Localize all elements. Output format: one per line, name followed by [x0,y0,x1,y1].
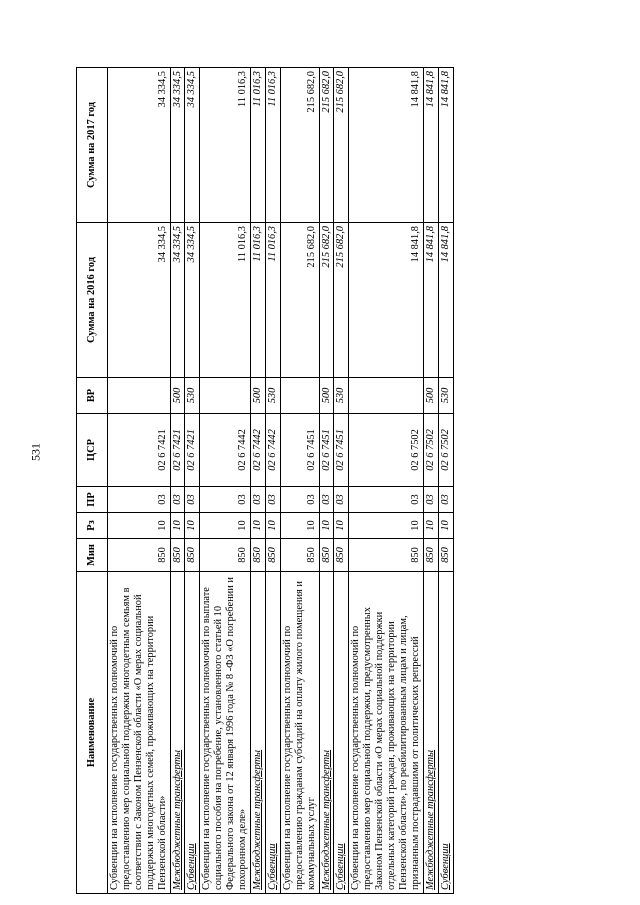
row-rz: 10 [200,513,251,539]
row-csr: 02 6 7442 [250,414,265,487]
row-min: 850 [108,539,171,572]
page-number: 531 [28,443,43,461]
row-csr: 02 6 7421 [185,414,200,487]
row-rz: 10 [185,513,200,539]
table-body [108,68,454,894]
row-name: Субвенции на исполнение государственных полномочий по выплате социального пособия на погребение, установленного статьей 10 Федерального закона от 12 января 1996 года № 8 -ФЗ «О погребении и похоронном деле» [200,572,251,894]
header-min: Мин [77,539,108,572]
row-vr [108,378,171,414]
row-csr: 02 6 7421 [170,414,185,487]
table-row [423,68,438,894]
row-rz: 10 [438,513,453,539]
row-name: Межбюджетные трансферты [170,572,185,894]
row-min: 850 [319,539,334,572]
row-min: 850 [185,539,200,572]
row-pr: 03 [265,487,280,513]
row-name: Субвенции [438,572,453,894]
header-pr: ПР [77,487,108,513]
row-csr: 02 6 7451 [280,414,319,487]
row-csr: 02 6 7421 [108,414,171,487]
row-sum-2017: 34 334,5 [108,68,171,223]
row-rz: 10 [334,513,349,539]
table-row [250,68,265,894]
header-csr: ЦСР [77,414,108,487]
row-name: Межбюджетные трансферты [250,572,265,894]
row-sum-2016: 34 334,5 [108,223,171,378]
row-csr: 02 6 7442 [265,414,280,487]
table-row [170,68,185,894]
row-csr: 02 6 7502 [349,414,423,487]
row-sum-2016: 11 016,3 [250,223,265,378]
table-row [265,68,280,894]
row-vr: 500 [250,378,265,414]
row-min: 850 [250,539,265,572]
row-rz: 10 [250,513,265,539]
row-sum-2017: 34 334,5 [170,68,185,223]
row-sum-2016: 215 682,0 [319,223,334,378]
row-sum-2017: 215 682,0 [334,68,349,223]
row-vr: 500 [423,378,438,414]
header-vr: ВР [77,378,108,414]
row-vr: 500 [170,378,185,414]
row-vr: 530 [265,378,280,414]
row-rz: 10 [423,513,438,539]
row-sum-2016: 14 841,8 [349,223,423,378]
row-sum-2017: 14 841,8 [423,68,438,223]
row-name: Субвенции на исполнение государственных полномочий по предоставлению мер социальной поддержки многодетным семьям в соответствии с Законом Пензенской области «О мерах социальной поддержки многодетных семей, проживающих на территории Пензенской области» [108,572,171,894]
row-pr: 03 [250,487,265,513]
row-sum-2016: 14 841,8 [438,223,453,378]
row-sum-2017: 215 682,0 [280,68,319,223]
row-vr [349,378,423,414]
row-name: Субвенции на исполнение государственных полномочий по предоставлению гражданам субсидий на оплату жилого помещения и коммунальных услуг [280,572,319,894]
row-name: Межбюджетные трансферты [319,572,334,894]
header-rz: Рз [77,513,108,539]
row-pr: 03 [334,487,349,513]
row-pr: 03 [280,487,319,513]
row-vr: 530 [334,378,349,414]
row-name: Субвенции [185,572,200,894]
row-sum-2016: 215 682,0 [334,223,349,378]
table-row [200,68,251,894]
row-pr: 03 [170,487,185,513]
row-csr: 02 6 7451 [334,414,349,487]
row-csr: 02 6 7502 [438,414,453,487]
row-sum-2017: 11 016,3 [200,68,251,223]
row-sum-2017: 215 682,0 [319,68,334,223]
table-row [280,68,319,894]
row-sum-2017: 11 016,3 [250,68,265,223]
row-rz: 10 [108,513,171,539]
row-sum-2016: 34 334,5 [185,223,200,378]
row-pr: 03 [423,487,438,513]
row-vr [200,378,251,414]
row-vr: 500 [319,378,334,414]
row-min: 850 [423,539,438,572]
row-name: Субвенции [334,572,349,894]
row-name: Субвенции на исполнение государственных полномочий по предоставлению мер социальной поддержки, предусмотренных Законом Пензенской области «О мерах социальной поддержки отдельных категорий граждан, проживающих на территории Пензенской области», по реабилитированным лицам и лицам, признанным пострадавшими от политических репрессий [349,572,423,894]
row-sum-2017: 34 334,5 [185,68,200,223]
table-row [185,68,200,894]
row-vr [280,378,319,414]
row-name: Межбюджетные трансферты [423,572,438,894]
row-min: 850 [349,539,423,572]
row-min: 850 [280,539,319,572]
table-row [349,68,423,894]
row-min: 850 [200,539,251,572]
row-sum-2016: 11 016,3 [200,223,251,378]
row-pr: 03 [200,487,251,513]
row-rz: 10 [319,513,334,539]
row-rz: 10 [265,513,280,539]
row-csr: 02 6 7442 [200,414,251,487]
row-sum-2017: 14 841,8 [438,68,453,223]
row-pr: 03 [349,487,423,513]
table-row [334,68,349,894]
row-rz: 10 [349,513,423,539]
table-header-row [77,68,108,894]
row-sum-2016: 215 682,0 [280,223,319,378]
table-row [108,68,171,894]
row-min: 850 [334,539,349,572]
header-sum-2017: Сумма на 2017 год [77,68,108,223]
budget-table-container [76,68,504,894]
row-min: 850 [170,539,185,572]
header-sum-2016: Сумма на 2016 год [77,223,108,378]
row-rz: 10 [170,513,185,539]
row-sum-2016: 14 841,8 [423,223,438,378]
row-name: Субвенции [265,572,280,894]
table-row [319,68,334,894]
budget-table [76,67,454,894]
row-min: 850 [265,539,280,572]
row-sum-2016: 11 016,3 [265,223,280,378]
row-rz: 10 [280,513,319,539]
row-sum-2017: 11 016,3 [265,68,280,223]
row-pr: 03 [185,487,200,513]
row-vr: 530 [185,378,200,414]
row-sum-2017: 14 841,8 [349,68,423,223]
row-csr: 02 6 7502 [423,414,438,487]
row-csr: 02 6 7451 [319,414,334,487]
row-sum-2016: 34 334,5 [170,223,185,378]
row-pr: 03 [319,487,334,513]
row-min: 850 [438,539,453,572]
row-pr: 03 [108,487,171,513]
header-name: Наименование [77,572,108,894]
row-pr: 03 [438,487,453,513]
table-row [438,68,453,894]
row-vr: 530 [438,378,453,414]
